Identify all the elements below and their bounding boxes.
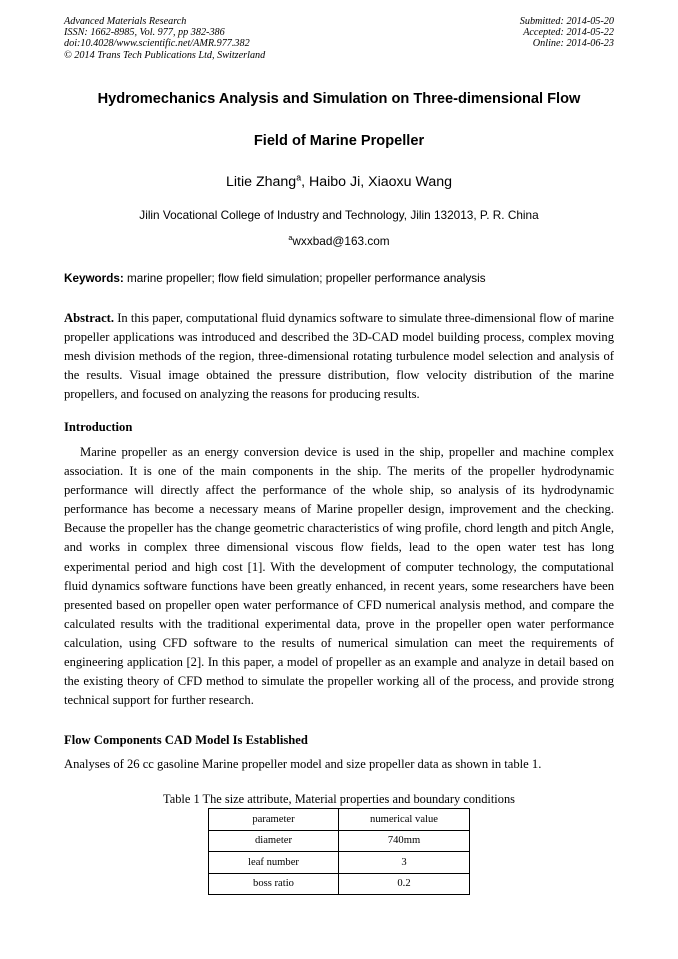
abstract-label: Abstract. <box>64 311 115 325</box>
affiliation: Jilin Vocational College of Industry and Technology, Jilin 132013, P. R. China <box>139 208 539 222</box>
abstract-text: In this paper, computational fluid dynamics software to simulate three-dimensional flow of marine propeller applications was introduced and described the 3D-CAD model building process, complex moving mesh division methods of the region, three-dimensional rotating turbulence model selection and analysis of the results. Visual image obtained the pressure distribution, flow velocity distribution of the marine propellers, and focused on analyzing the reasons for producing results. <box>64 311 614 402</box>
paper-title-line2: Field of Marine Propeller <box>253 133 425 149</box>
submitted-date: Submitted: 2014-05-20 <box>519 16 614 27</box>
table1 <box>208 808 470 895</box>
accepted-date: Accepted: 2014-05-22 <box>523 27 614 39</box>
paper-title-line1: Hydromechanics Analysis and Simulation on Three-dimensional Flow <box>97 91 581 107</box>
table-row <box>209 873 470 895</box>
journal-doi: doi:10.4028/www.scientific.net/AMR.977.382 <box>64 38 250 50</box>
table-cell: diameter <box>209 830 339 852</box>
email-sup: a <box>288 233 293 243</box>
table-header-row <box>209 809 470 831</box>
abstract <box>64 309 614 404</box>
table-header-cell: parameter <box>209 809 339 831</box>
table-cell: 3 <box>339 852 470 874</box>
table-cell: 0.2 <box>339 873 470 895</box>
keywords <box>64 272 624 285</box>
table-row <box>209 852 470 874</box>
section2-heading: Flow Components CAD Model Is Established <box>64 733 308 747</box>
table-cell: boss ratio <box>209 873 339 895</box>
table1-caption: Table 1 The size attribute, Material properties and boundary conditions <box>163 792 515 806</box>
table-row <box>209 830 470 852</box>
keywords-text: marine propeller; flow field simulation; propeller performance analysis <box>123 272 486 285</box>
introduction-text: Marine propeller as an energy conversion device is used in the ship, propeller and machine complex association. It is one of the main components in the ship. The merits of the propeller hydrodynamic performance will directly affect the performance of the whole ship, so analysis of its hydrodynamic performance has become a necessary means of Marine propeller design, improvement and the checking. Because the propeller has the change geometric characteristics of wing profile, chord length and pitch Angle, and works in complex three dimensional viscous flow fields, lead to the open water test has long experimental period and high cost [1]. With the development of computer technology, the computational fluid dynamics software functions have been greatly enhanced, in recent years, some researchers have been presented based on propeller open water performance of CFD numerical analysis method, and compare the calculated results with the traditional experimental data, prove in the propeller open water performance calculation, using CFD software to the results of numerical simulation can meet the requirements of engineering application [2]. In this paper, a model of propeller as an example and analyze in detail based on the existing theory of CFD method to simulate the propeller working all of the process, and provide strong technical support for further research. <box>64 445 614 708</box>
author-email <box>40 234 638 248</box>
online-date: Online: 2014-06-23 <box>532 38 614 50</box>
journal-info <box>64 16 265 61</box>
section2-text: Analyses of 26 cc gasoline Marine propeller model and size propeller data as shown in table 1. <box>64 757 542 771</box>
introduction-heading: Introduction <box>64 420 133 434</box>
journal-issn: ISSN: 1662-8985, Vol. 977, pp 382-386 <box>64 27 225 39</box>
keywords-label: Keywords: <box>64 272 124 285</box>
email-address: wxxbad@163.com <box>292 234 390 248</box>
table-cell: leaf number <box>209 852 339 874</box>
table-header-cell: numerical value <box>339 809 470 831</box>
submission-dates <box>520 16 614 50</box>
journal-copyright: © 2014 Trans Tech Publications Ltd, Switzerland <box>64 49 266 61</box>
author-first-sup: a <box>296 172 302 183</box>
table-cell: 740mm <box>339 830 470 852</box>
journal-name: Advanced Materials Research <box>64 16 187 27</box>
author-first: Litie Zhang <box>226 174 297 190</box>
author-list <box>40 174 638 190</box>
author-rest: , Haibo Ji, Xiaoxu Wang <box>301 174 452 190</box>
